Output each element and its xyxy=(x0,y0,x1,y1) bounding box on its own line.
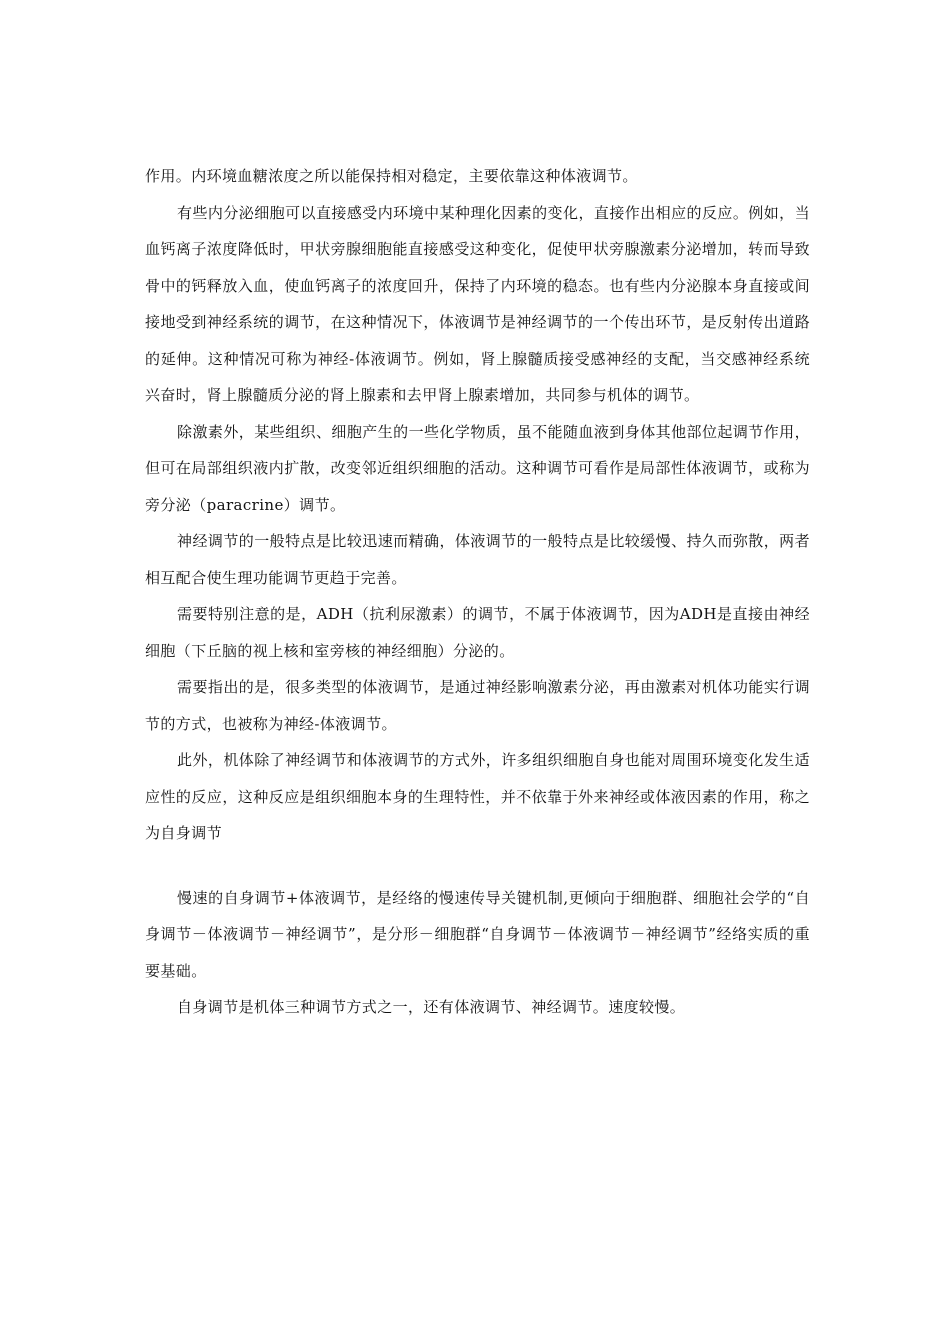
paragraph-neural-vs-humoral: 神经调节的一般特点是比较迅速而精确，体液调节的一般特点是比较缓慢、持久而弥散，两者相互配合使生理功能调节更趋于完善。 xyxy=(145,532,810,587)
paragraph-adh-note: 需要特别注意的是，ADH（抗利尿激素）的调节，不属于体液调节，因为ADH是直接由神经细胞（下丘脑的视上核和室旁核的神经细胞）分泌的。 xyxy=(145,605,810,660)
document-body xyxy=(145,158,810,1026)
paragraph-meridian: 慢速的自身调节+体液调节，是经络的慢速传导关键机制,更倾向于细胞群、细胞社会学的“自身调节－体液调节－神经调节”，是分形－细胞群“自身调节－体液调节－神经调节”经络实质的重要基础。 xyxy=(145,888,810,980)
paragraph-gap xyxy=(145,852,810,880)
paragraph-summary: 自身调节是机体三种调节方式之一，还有体液调节、神经调节。速度较慢。 xyxy=(177,998,686,1016)
paragraph-endocrine-direct: 有些内分泌细胞可以直接感受内环境中某种理化因素的变化，直接作出相应的反应。例如，当血钙离子浓度降低时，甲状旁腺细胞能直接感受这种变化，促使甲状旁腺激素分泌增加，转而导致骨中的钙释放入血，使血钙离子的浓度回升，保持了内环境的稳态。也有些内分泌腺本身直接或间接地受到神经系统的调节，在这种情况下，体液调节是神经调节的一个传出环节，是反射传出道路的延伸。这种情况可称为神经-体液调节。例如，肾上腺髓质接受感神经的支配，当交感神经系统兴奋时，肾上腺髓质分泌的肾上腺素和去甲肾上腺素增加，共同参与机体的调节。 xyxy=(145,203,810,404)
paragraph-autoregulation: 此外，机体除了神经调节和体液调节的方式外，许多组织细胞自身也能对周围环境变化发生适应性的反应，这种反应是组织细胞本身的生理特性，并不依靠于外来神经或体液因素的作用，称之为自身调节 xyxy=(145,751,810,842)
paragraph-paracrine: 除激素外，某些组织、细胞产生的一些化学物质，虽不能随血液到身体其他部位起调节作用，但可在局部组织液内扩散，改变邻近组织细胞的活动。这种调节可看作是局部性体液调节，或称为旁分泌（paracrine）调节。 xyxy=(145,422,810,514)
paragraph-continuation: 作用。内环境血糖浓度之所以能保持相对稳定，主要依靠这种体液调节。 xyxy=(145,167,638,185)
paragraph-neuro-humoral: 需要指出的是，很多类型的体液调节，是通过神经影响激素分泌，再由激素对机体功能实行调节的方式，也被称为神经-体液调节。 xyxy=(145,678,810,733)
